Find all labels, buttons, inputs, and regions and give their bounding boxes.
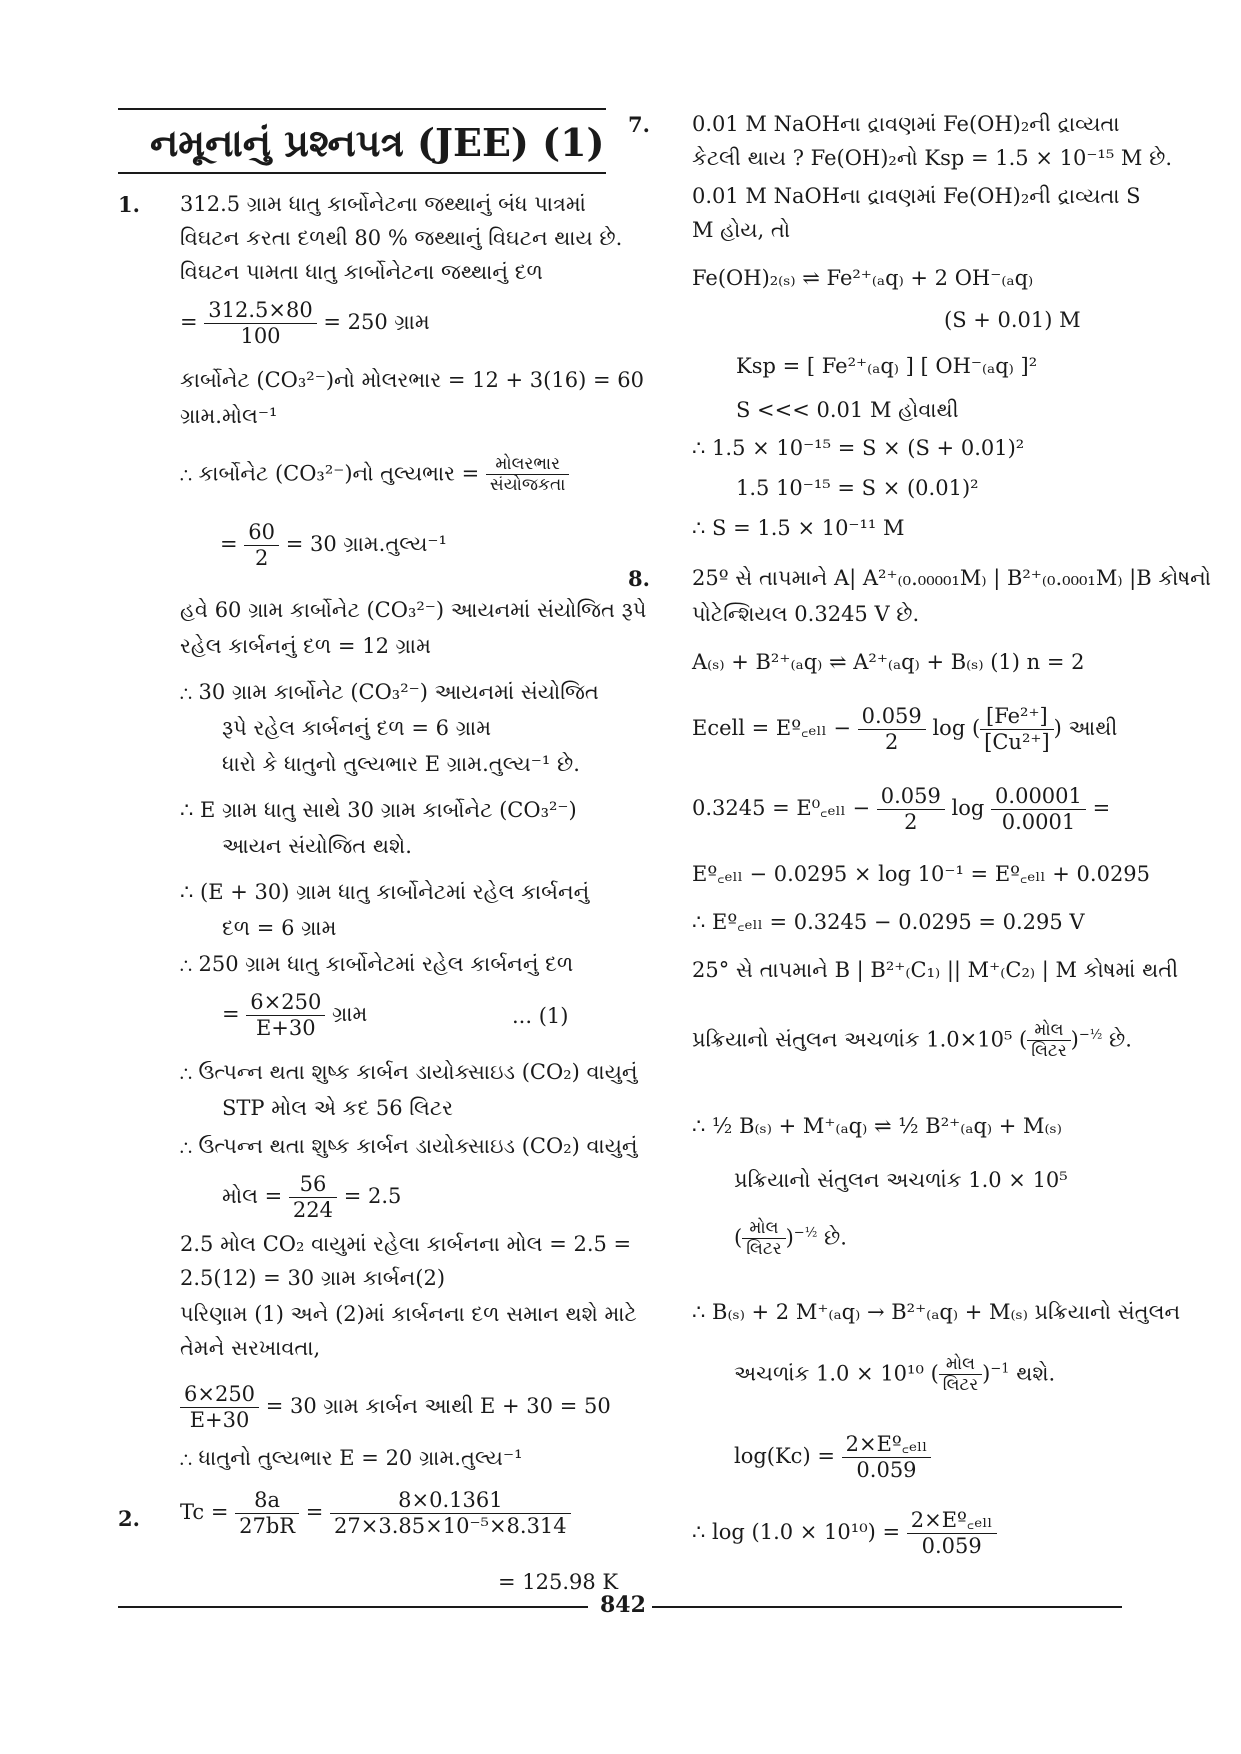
result: = 250 ગ્રામ [323,310,430,335]
denominator: 2 [885,730,899,755]
numerator: 0.00001 [991,784,1086,810]
text: છે. [823,1225,847,1250]
question-1-number: 1. [118,192,140,217]
q1-line: વિઘટન પામતા ધાતુ કાર્બોનેટના જથ્થાનું દળ [180,260,543,284]
q1-line: ગ્રામ.મોલ⁻¹ [180,404,278,428]
denominator: 27×3.85×10⁻⁵×8.314 [334,1514,567,1539]
q7-line: ∴ 1.5 × 10⁻¹⁵ = S × (S + 0.01)² [692,436,1025,460]
numerator: 0.059 [858,704,926,730]
q1-fraction-2 [180,454,569,496]
q1-line: 312.5 ગ્રામ ધાતુ કાર્બોનેટના જથ્થાનું બંધ પાત્રમાં [180,192,586,216]
q7-line: 0.01 M NaOHના દ્રાવણમાં Fe(OH)₂ની દ્રાવ્યતા [692,112,1120,136]
exponent: −½ [1078,1027,1103,1043]
q8-line: 25º સે તાપમાને A| A²⁺₍₀.₀₀₀₀₁M₎ | B²⁺₍₀.₀₀₀₁M₎ |B કોષનો [692,566,1212,590]
q1-line: ∴ ધાતુનો તુલ્યભાર E = 20 ગ્રામ.તુલ્ય⁻¹ [180,1446,523,1470]
q1-line: આયન સંયોજિત થશે. [222,834,412,858]
q1-line: વિઘટન કરતા દળથી 80 % જથ્થાનું વિઘટન થાય છે. [180,226,623,250]
q1-line: ∴ ઉત્પન્ન થતા શુષ્ક કાર્બન ડાયોક્સાઇડ (CO₂) વાયુનું [180,1060,638,1084]
q7-equilibrium-sub: (S + 0.01) M [944,308,1081,332]
q7-line: M હોય, તો [692,218,791,242]
question-8-number: 8. [628,566,650,591]
denominator: સંયોજકતા [489,475,566,496]
denominator: લિટર [1031,1041,1067,1062]
question-2-number: 2. [118,1506,140,1531]
unit: ગ્રામ [332,1002,368,1027]
q1-line: તેમને સરખાવતા, [180,1336,321,1360]
tail: આથી [1068,716,1118,741]
denominator: E+30 [255,1016,316,1041]
q1-line: હવે 60 ગ્રામ કાર્બોનેટ (CO₃²⁻) આયનમાં સંયોજિત રૂપે [180,598,647,622]
denominator: લિટર [942,1375,979,1396]
numerator: મોલરભાર [486,454,569,475]
denominator: [Cu²⁺] [984,730,1050,755]
denominator: 224 [292,1198,334,1223]
q8-line: Eº꜀ₑₗₗ − 0.0295 × log 10⁻¹ = Eº꜀ₑₗₗ + 0.0295 [692,862,1151,886]
q1-line: રહેલ કાર્બનનું દળ = 12 ગ્રામ [180,634,431,658]
q7-line: Ksp = [ Fe²⁺₍ₐq₎ ] [ OH⁻₍ₐq₎ ]² [736,354,1038,378]
q1-line: કાર્બોનેટ (CO₃²⁻)નો મોલરભાર = 12 + 3(16) = 60 [180,368,644,392]
numerator: 312.5×80 [204,298,316,324]
label: log(Kc) = [734,1444,835,1469]
q8-line: ∴ Eº꜀ₑₗₗ = 0.3245 − 0.0295 = 0.295 V [692,910,1085,934]
equation-tag: ... (1) [512,1004,569,1028]
q1-line: દળ = 6 ગ્રામ [222,916,337,940]
denominator: 2 [254,546,269,571]
result: = 30 ગ્રામ.તુલ્ય⁻¹ [285,532,447,557]
label: 0.3245 = E⁰꜀ₑₗₗ − [692,796,871,821]
q8-line: 25° સે તાપમાને B | B²⁺₍C₁₎ || M⁺₍C₂₎ | M કોષમાં થતી [692,958,1179,982]
denominator: 100 [240,324,281,349]
question-7-number: 7. [628,112,650,137]
text: પ્રક્રિયાનો સંતુલન અચળાંક 1.0×10⁵ [692,1027,1013,1052]
q1-fraction-3: = $\frac{60}{2}$ = 30 ગ્રામ.તુલ્ય⁻¹ [220,520,447,571]
numerator: 2×Eº꜀ₑₗₗ [842,1432,932,1458]
exponent: −1 [990,1361,1010,1377]
log-word: log [932,716,966,741]
numerator: 8a [235,1488,299,1514]
q7-equilibrium: Fe(OH)₂₍ₛ₎ ⇌ Fe²⁺₍ₐq₎ + 2 OH⁻₍ₐq₎ [692,266,1034,290]
q8-potential-equation [692,784,1110,835]
q7-line: S <<< 0.01 M હોવાથી [736,398,959,422]
q8-half-reaction: ∴ ½ B₍ₛ₎ + M⁺₍ₐq₎ ⇌ ½ B²⁺₍ₐq₎ + M₍ₛ₎ [692,1114,1062,1138]
q1-fraction-6 [180,1382,611,1433]
q7-line: 1.5 10⁻¹⁵ = S × (0.01)² [736,476,979,500]
denominator: 0.059 [856,1458,917,1483]
result: = 2.5 [343,1184,402,1209]
q7-line: 0.01 M NaOHના દ્રાવણમાં Fe(OH)₂ની દ્રાવ્યતા S [692,184,1141,208]
denominator: 0.059 [921,1534,982,1559]
numerator: મોલ [939,1354,982,1375]
q1-line: ∴ E ગ્રામ ધાતુ સાથે 30 ગ્રામ કાર્બોનેટ (CO₃²⁻) [180,798,577,822]
exponent: −½ [793,1225,818,1241]
q8-equilibrium-constant-2: ( $\frac{\text{મોલ}}{\text{લિટર}}$ )$^{-\frac{1}{2}}$ છે. [734,1218,847,1260]
page-number: 842 [600,1592,646,1618]
denominator: 27bR [239,1514,296,1539]
footer-rule-left [118,1606,588,1608]
label: મોલ = [222,1184,283,1209]
q7-line: ∴ S = 1.5 × 10⁻¹¹ M [692,516,905,540]
q8-equilibrium-constant-3: અચળાંક 1.0 × 10¹⁰ ( $\frac{\text{મોલ}}{\text{લિટર}}$ )$^{-1}$ થશે. [734,1354,1056,1396]
q7-line: કેટલી થાય ? Fe(OH)₂નો Ksp = 1.5 × 10⁻¹⁵ M છે. [692,146,1173,170]
q1-line: રૂપે રહેલ કાર્બનનું દળ = 6 ગ્રામ [222,716,492,740]
label: Tc = [180,1500,229,1525]
q1-fraction-5 [222,1172,401,1223]
denominator: લિટર [746,1239,782,1260]
q8-line: ∴ B₍ₛ₎ + 2 M⁺₍ₐq₎ → B²⁺₍ₐq₎ + M₍ₛ₎ પ્રક્રિયાનો સંતુલન [692,1300,1181,1324]
numerator: 0.059 [877,784,945,810]
denominator: 2 [904,810,918,835]
q1-line: ∴ (E + 30) ગ્રામ ધાતુ કાર્બોનેટમાં રહેલ કાર્બનનું [180,880,590,904]
q1-line: ∴ 250 ગ્રામ ધાતુ કાર્બોનેટમાં રહેલ કાર્બનનું દળ [180,952,574,976]
q1-line: STP મોલ એ કદ 56 લિટર [222,1096,453,1120]
q8-line: પોટેન્શિયલ 0.3245 V છે. [692,602,920,626]
title-top-rule [118,108,606,110]
q1-line: ∴ 30 ગ્રામ કાર્બોનેટ (CO₃²⁻) આયનમાં સંયોજિત [180,680,599,704]
q1-line: પરિણામ (1) અને (2)માં કાર્બનના દળ સમાન થશે માટે [180,1302,637,1326]
text: અચળાંક 1.0 × 10¹⁰ [734,1361,924,1386]
numerator: મોલ [1027,1020,1070,1041]
q1-fraction-1: = $\frac{312.5\times 80}{100}$ = 250 ગ્રામ [180,298,430,349]
numerator: 6×250 [246,990,325,1016]
label: Ecell = Eº꜀ₑₗₗ − [692,716,851,741]
q1-line: 2.5 મોલ CO₂ વાયુમાં રહેલા કાર્બનના મોલ = 2.5 = [180,1232,632,1256]
q8-equilibrium-constant-1: પ્રક્રિયાનો સંતુલન અચળાંક 1.0×10⁵ ( $\frac{\text{મોલ}}{\text{લિટર}}$ )$^{-\frac{1}{2}}$ છે. [692,1020,1132,1062]
q8-line: પ્રક્રિયાનો સંતુલન અચળાંક 1.0 × 10⁵ [734,1168,1068,1192]
footer-rule-right [652,1606,1122,1608]
q8-logkc-equation [734,1432,931,1483]
q1-line: ધારો કે ધાતુનો તુલ્યભાર E ગ્રામ.તુલ્ય⁻¹ છે. [222,752,580,776]
q8-ecell-equation: Ecell = Eº꜀ₑₗₗ − $\frac{0.059}{2}$ log ( $\frac{\text{[Fe²⁺]}}{\text{[Cu²⁺]}}$ ) આથી [692,704,1118,755]
numerator: 8×0.1361 [330,1488,571,1514]
label: ∴ કાર્બોનેટ (CO₃²⁻)નો તુલ્યભાર = [180,461,480,486]
numerator: 60 [244,520,279,546]
numerator: મોલ [742,1218,785,1239]
numerator: 6×250 [180,1382,259,1408]
log-word: log [951,796,985,821]
tail: = [1092,796,1111,821]
q1-line: ∴ ઉત્પન્ન થતા શુષ્ક કાર્બન ડાયોક્સાઇડ (CO₂) વાયુનું [180,1134,638,1158]
numerator: 2×Eº꜀ₑₗₗ [907,1508,997,1534]
numerator: [Fe²⁺] [980,704,1053,730]
denominator: E+30 [189,1408,250,1433]
text: છે. [1109,1027,1132,1052]
q8-reaction: A₍ₛ₎ + B²⁺₍ₐq₎ ⇌ A²⁺₍ₐq₎ + B₍ₛ₎ (1) n = 2 [692,650,1085,674]
title-bottom-rule [118,172,606,174]
result: = 30 ગ્રામ કાર્બન આથી E + 30 = 50 [265,1394,611,1419]
text: થશે. [1016,1361,1056,1386]
q2-result: = 125.98 K [498,1570,619,1594]
q1-line: 2.5(12) = 30 ગ્રામ કાર્બન(2) [180,1266,446,1290]
page-title: નમૂનાનું પ્રશ્નપત્ર (JEE) (1) [150,120,605,165]
numerator: 56 [289,1172,337,1198]
q1-fraction-4: = $\frac{6\times 250}{E+30}$ ગ્રામ [222,990,368,1041]
q2-equation: Tc = $\frac{8a}{27bR}$ = $\frac{8\times 0.1361}{\text{27×3.85×10⁻⁵×8.314}}$ [180,1488,571,1539]
label: ∴ log (1.0 × 10¹⁰) = [692,1520,901,1545]
denominator: 0.0001 [1001,810,1076,835]
q8-final-equation [692,1508,997,1559]
